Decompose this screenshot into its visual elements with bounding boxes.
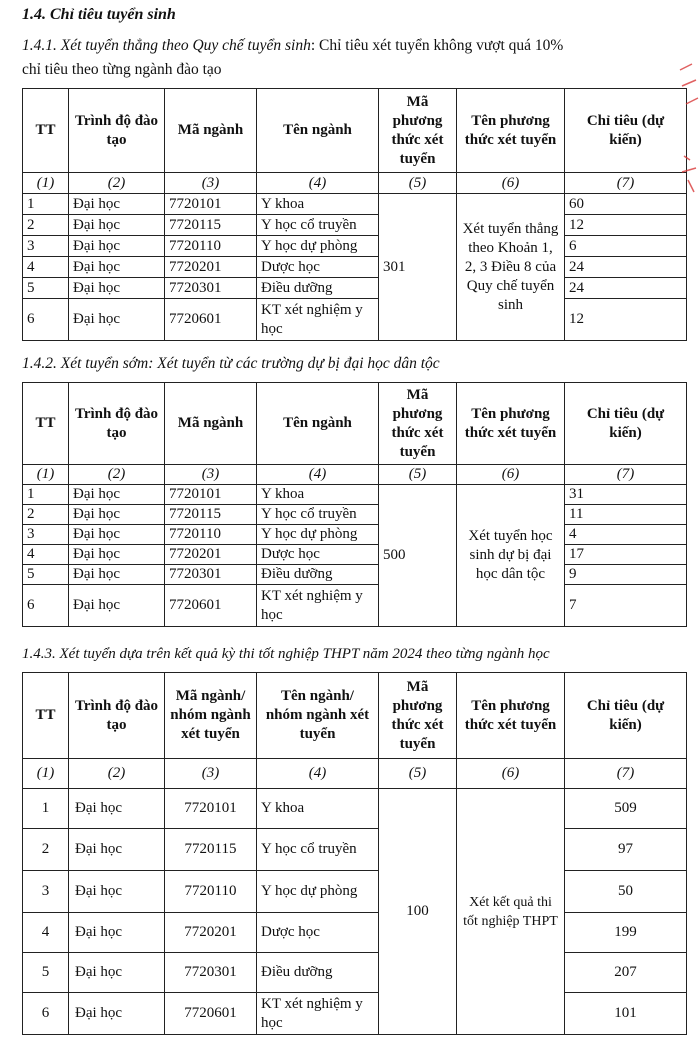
header-code: Mã ngành: [165, 89, 257, 173]
section1-title: [22, 34, 682, 82]
cell-quota: 24: [565, 278, 687, 299]
section2-title: 1.4.2. Xét tuyển sớm: Xét tuyển từ các trường dự bị đại học dân tộc: [22, 355, 440, 372]
cell-level: Đại học: [69, 585, 165, 627]
header-method-code: Mã phương thức xét tuyển: [379, 673, 457, 759]
cell-quota: 101: [565, 993, 687, 1035]
header-code: Mã ngành/ nhóm ngành xét tuyển: [165, 673, 257, 759]
section1-title-line2: chỉ tiêu theo từng ngành đào tạo: [22, 61, 222, 78]
col-num: (4): [257, 173, 379, 194]
header-tt: TT: [23, 673, 69, 759]
cell-tt: 4: [23, 913, 69, 953]
cell-tt: 1: [23, 485, 69, 505]
cell-name: Điều dưỡng: [257, 278, 379, 299]
header-tt: TT: [23, 89, 69, 173]
table-row: [23, 913, 687, 953]
cell-name: Điều dưỡng: [257, 565, 379, 585]
column-number-row: [23, 173, 687, 194]
header-level: Trình độ đào tạo: [69, 673, 165, 759]
col-num: (6): [457, 465, 565, 485]
cell-quota: 4: [565, 525, 687, 545]
cell-code: 7720101: [165, 194, 257, 215]
cell-level: Đại học: [69, 236, 165, 257]
cell-quota: 207: [565, 953, 687, 993]
table-row: [23, 545, 687, 565]
table-row: [23, 299, 687, 341]
cell-name: Y khoa: [257, 789, 379, 829]
col-num: (3): [165, 759, 257, 789]
cell-name: Dược học: [257, 257, 379, 278]
cell-tt: 5: [23, 278, 69, 299]
table-header-row: [23, 383, 687, 465]
col-num: (2): [69, 173, 165, 194]
cell-code: 7720110: [165, 525, 257, 545]
cell-name: Y khoa: [257, 485, 379, 505]
cell-code: 7720301: [165, 953, 257, 993]
header-name: Tên ngành/ nhóm ngành xét tuyển: [257, 673, 379, 759]
table-row: [23, 278, 687, 299]
table-header-row: [23, 89, 687, 173]
table-row: [23, 257, 687, 278]
section1-title-rest: : Chỉ tiêu xét tuyển không vượt quá 10%: [310, 37, 564, 54]
cell-quota: 97: [565, 829, 687, 871]
cell-name: Y học dự phòng: [257, 236, 379, 257]
table-row: [23, 585, 687, 627]
cell-tt: 3: [23, 236, 69, 257]
cell-method-name: Xét tuyển học sinh dự bị đại học dân tộc: [457, 485, 565, 627]
cell-code: 7720201: [165, 913, 257, 953]
cell-tt: 3: [23, 525, 69, 545]
cell-tt: 4: [23, 257, 69, 278]
cell-tt: 1: [23, 789, 69, 829]
cell-name: KT xét nghiệm y học: [257, 299, 379, 341]
cell-name: Y học dự phòng: [257, 871, 379, 913]
header-method-name: Tên phương thức xét tuyển: [457, 383, 565, 465]
col-num: (2): [69, 759, 165, 789]
cell-name: Y học cổ truyền: [257, 505, 379, 525]
cell-level: Đại học: [69, 789, 165, 829]
table-row: [23, 993, 687, 1035]
section3-title: 1.4.3. Xét tuyển dựa trên kết quả kỳ thi tốt nghiệp THPT năm 2024 theo từng ngành học: [22, 646, 550, 662]
cell-quota: 12: [565, 215, 687, 236]
col-num: (4): [257, 465, 379, 485]
table-row: [23, 525, 687, 545]
cell-code: 7720110: [165, 871, 257, 913]
cell-tt: 6: [23, 299, 69, 341]
header-method-name: Tên phương thức xét tuyển: [457, 89, 565, 173]
cell-quota: 12: [565, 299, 687, 341]
col-num: (7): [565, 759, 687, 789]
cell-method-code: 500: [379, 485, 457, 627]
header-level: Trình độ đào tạo: [69, 383, 165, 465]
cell-level: Đại học: [69, 871, 165, 913]
cell-level: Đại học: [69, 485, 165, 505]
col-num: (3): [165, 173, 257, 194]
cell-name: KT xét nghiệm y học: [257, 993, 379, 1035]
table-row: [23, 215, 687, 236]
cell-code: 7720115: [165, 505, 257, 525]
cell-level: Đại học: [69, 525, 165, 545]
table-row: [23, 871, 687, 913]
cell-quota: 11: [565, 505, 687, 525]
cell-level: Đại học: [69, 215, 165, 236]
cell-quota: 509: [565, 789, 687, 829]
col-num: (4): [257, 759, 379, 789]
table-row: [23, 829, 687, 871]
table-row: [23, 236, 687, 257]
table-row: [23, 505, 687, 525]
table-row: [23, 789, 687, 829]
header-code: Mã ngành: [165, 383, 257, 465]
cell-name: Dược học: [257, 545, 379, 565]
col-num: (7): [565, 173, 687, 194]
header-tt: TT: [23, 383, 69, 465]
cell-name: Dược học: [257, 913, 379, 953]
cell-level: Đại học: [69, 993, 165, 1035]
cell-quota: 60: [565, 194, 687, 215]
table-row: [23, 565, 687, 585]
cell-code: 7720110: [165, 236, 257, 257]
header-quota: Chỉ tiêu (dự kiến): [565, 673, 687, 759]
cell-quota: 199: [565, 913, 687, 953]
cell-tt: 5: [23, 953, 69, 993]
table-direct-admission: [22, 88, 687, 341]
header-quota: Chỉ tiêu (dự kiến): [565, 89, 687, 173]
cell-level: Đại học: [69, 829, 165, 871]
cell-level: Đại học: [69, 953, 165, 993]
cell-quota: 24: [565, 257, 687, 278]
col-num: (3): [165, 465, 257, 485]
cell-tt: 6: [23, 993, 69, 1035]
header-method-code: Mã phương thức xét tuyển: [379, 89, 457, 173]
cell-code: 7720601: [165, 585, 257, 627]
cell-method-code: 301: [379, 194, 457, 341]
cell-tt: 6: [23, 585, 69, 627]
cell-code: 7720115: [165, 215, 257, 236]
col-num: (1): [23, 465, 69, 485]
header-name: Tên ngành: [257, 383, 379, 465]
header-level: Trình độ đào tạo: [69, 89, 165, 173]
header-name: Tên ngành: [257, 89, 379, 173]
cell-quota: 31: [565, 485, 687, 505]
cell-code: 7720301: [165, 565, 257, 585]
cell-quota: 9: [565, 565, 687, 585]
cell-tt: 1: [23, 194, 69, 215]
col-num: (6): [457, 759, 565, 789]
cell-tt: 5: [23, 565, 69, 585]
cell-tt: 4: [23, 545, 69, 565]
table-header-row: [23, 673, 687, 759]
cell-code: 7720301: [165, 278, 257, 299]
cell-level: Đại học: [69, 278, 165, 299]
cell-code: 7720101: [165, 485, 257, 505]
cell-method-name: Xét kết quả thi tốt nghiệp THPT: [457, 789, 565, 1035]
section1-title-lead: 1.4.1. Xét tuyển thẳng theo Quy chế tuyển sinh: [22, 37, 311, 54]
col-num: (7): [565, 465, 687, 485]
cell-level: Đại học: [69, 505, 165, 525]
cell-code: 7720201: [165, 545, 257, 565]
table-row: [23, 485, 687, 505]
cell-method-code: 100: [379, 789, 457, 1035]
cell-name: Y học dự phòng: [257, 525, 379, 545]
cell-quota: 7: [565, 585, 687, 627]
column-number-row: [23, 759, 687, 789]
cell-level: Đại học: [69, 257, 165, 278]
col-num: (6): [457, 173, 565, 194]
col-num: (1): [23, 173, 69, 194]
cell-name: Điều dưỡng: [257, 953, 379, 993]
section-heading: 1.4. Chỉ tiêu tuyển sinh: [22, 6, 176, 23]
stamp-fragment-icon: [676, 60, 700, 200]
cell-level: Đại học: [69, 913, 165, 953]
cell-tt: 3: [23, 871, 69, 913]
table-thpt-admission: [22, 672, 687, 1035]
table-early-admission: [22, 382, 687, 627]
cell-code: 7720115: [165, 829, 257, 871]
col-num: (5): [379, 759, 457, 789]
cell-quota: 17: [565, 545, 687, 565]
cell-name: KT xét nghiệm y học: [257, 585, 379, 627]
cell-tt: 2: [23, 505, 69, 525]
cell-code: 7720601: [165, 299, 257, 341]
cell-quota: 50: [565, 871, 687, 913]
header-method-code: Mã phương thức xét tuyển: [379, 383, 457, 465]
cell-quota: 6: [565, 236, 687, 257]
header-method-name: Tên phương thức xét tuyển: [457, 673, 565, 759]
cell-method-name: Xét tuyển thẳng theo Khoản 1, 2, 3 Điều 8 của Quy chế tuyển sinh: [457, 194, 565, 341]
col-num: (1): [23, 759, 69, 789]
header-quota: Chỉ tiêu (dự kiến): [565, 383, 687, 465]
cell-level: Đại học: [69, 565, 165, 585]
cell-level: Đại học: [69, 545, 165, 565]
cell-tt: 2: [23, 215, 69, 236]
col-num: (2): [69, 465, 165, 485]
col-num: (5): [379, 173, 457, 194]
cell-level: Đại học: [69, 194, 165, 215]
column-number-row: [23, 465, 687, 485]
table-row: [23, 953, 687, 993]
cell-name: Y học cổ truyền: [257, 215, 379, 236]
cell-code: 7720601: [165, 993, 257, 1035]
cell-code: 7720101: [165, 789, 257, 829]
cell-tt: 2: [23, 829, 69, 871]
cell-level: Đại học: [69, 299, 165, 341]
table-row: [23, 194, 687, 215]
cell-code: 7720201: [165, 257, 257, 278]
cell-name: Y khoa: [257, 194, 379, 215]
cell-name: Y học cổ truyền: [257, 829, 379, 871]
col-num: (5): [379, 465, 457, 485]
